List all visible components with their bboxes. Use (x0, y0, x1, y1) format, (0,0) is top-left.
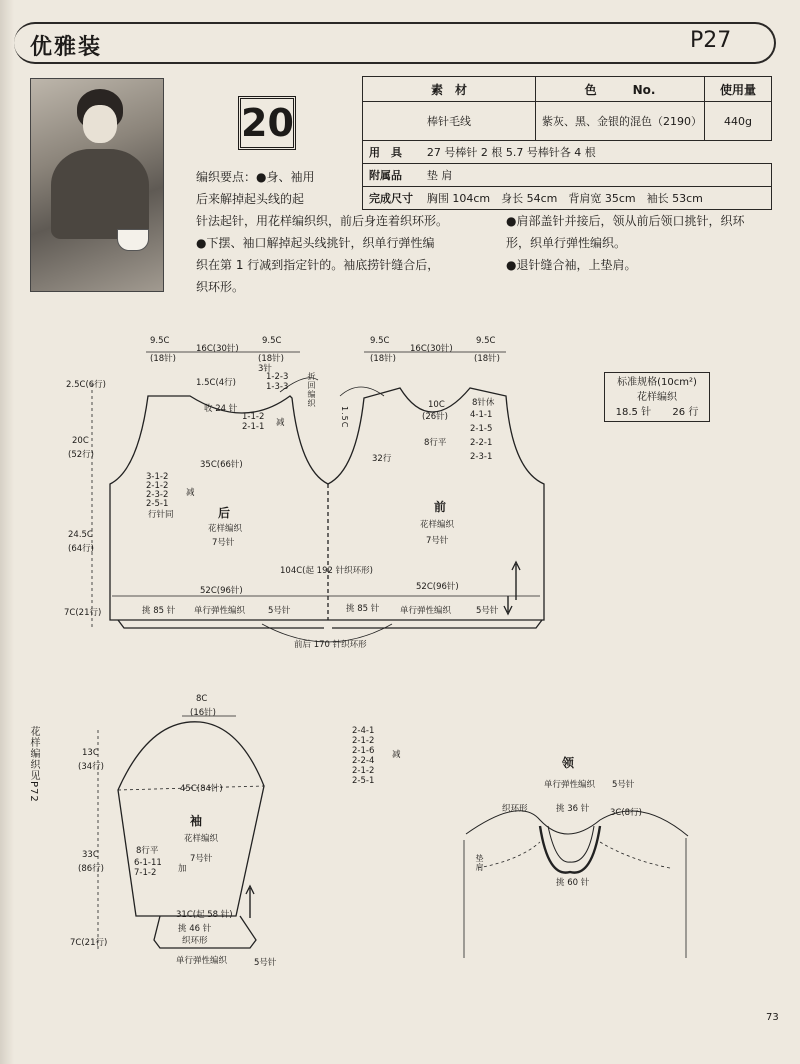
back-side-dim: 2.5C(6行) (66, 380, 106, 390)
back-top-dim: 9.5C (150, 336, 170, 346)
back-neck-note: 2-1-1 (242, 422, 265, 432)
width-35: 35C(66针) (200, 460, 243, 470)
cap-dec: 减 (392, 750, 401, 760)
sleeve-inc: 8行平 (136, 846, 159, 856)
back-neck-note: 1.5C(4行) (196, 378, 236, 388)
half-back-width: 52C(96针) (200, 586, 243, 596)
note-line: ●肩部盖针并接后，领从前后领口挑针，织环 (506, 214, 745, 228)
front-neck-note: (26针) (422, 412, 448, 422)
note-line: ●退针缝合袖，上垫肩。 (506, 258, 637, 272)
armhole-dec: 减 (186, 488, 195, 498)
spec-header-color: 色 No. (536, 77, 705, 102)
spec-row-value: 27 号棒针 2 根 5.7 号棒针各 4 根 (426, 146, 596, 159)
spec-material: 棒针毛线 (363, 102, 536, 141)
rib-front: 单行弹性编织 (400, 606, 452, 616)
front-neck-note: 2-3-1 (470, 452, 493, 462)
armhole-dec: 2-5-1 (146, 499, 169, 509)
back-top-dim: (18针) (150, 354, 176, 364)
sleeve-width: 45C(84针) (180, 784, 223, 794)
front-top-dim: 16C(30针) (410, 344, 453, 354)
spec-usage: 440g (705, 102, 772, 141)
total-width: 104C(起 192 针织环形) (280, 566, 373, 576)
back-neck-note: 减 (276, 418, 285, 428)
sleeve-cap-height: 13C (82, 748, 99, 758)
sleeve-cap-height: (34行) (78, 762, 104, 772)
cuff-width: 31C(起 58 针) (176, 910, 233, 920)
front-neck-note: 2-1-5 (470, 424, 493, 434)
cuff-height: 7C(21行) (70, 938, 108, 948)
collar-round: 织环形 (502, 804, 528, 814)
back-piece-outline (110, 388, 544, 620)
front-top-dim: 9.5C (476, 336, 496, 346)
sleeve-needle: 7号针 (190, 854, 213, 864)
spec-header-usage: 使用量 (705, 77, 772, 102)
back-neck-note: 收 24 针 (204, 404, 238, 414)
sleeve-length: (86行) (78, 864, 104, 874)
spec-row-label: 附属品 (369, 169, 402, 182)
page-code: P27 (690, 28, 732, 53)
back-side-dim: 20C (72, 436, 89, 446)
back-neck-note: 3针 (258, 364, 272, 374)
back-top-dim: 9.5C (262, 336, 282, 346)
back-needle: 7号针 (212, 538, 235, 548)
front-neck-note: 32行 (372, 454, 392, 464)
gauge-rows: 26 行 (672, 407, 699, 418)
bottom-note: 前后 170 针织环形 (294, 640, 367, 650)
cap-dec: 2-1-6 (352, 746, 375, 756)
back-side-dim: (64行) (68, 544, 94, 554)
spec-header-material: 素 材 (363, 77, 536, 102)
back-pattern: 花样编织 (208, 524, 243, 534)
collar-outline (466, 811, 688, 836)
collar-pick-front: 挑 60 针 (556, 878, 590, 888)
sleeve-top: 8C (196, 694, 208, 704)
back-top-dim: (18针) (258, 354, 284, 364)
sleeve-pattern: 花样编织 (184, 834, 219, 844)
back-side-dim: 24.5C (68, 530, 93, 540)
needle-back: 5号针 (268, 606, 291, 616)
armhole-dec: 3-1-2 (146, 472, 169, 482)
cap-dec: 2-2-4 (352, 756, 375, 766)
note-line: ●下摆、袖口解掉起头线挑针，织单行弹性编 (196, 236, 435, 250)
spec-row-value: 胸围 104cm 身长 54cm 背肩宽 35cm 袖长 53cm (426, 192, 703, 205)
front-top-dim: (18针) (370, 354, 396, 364)
cap-dec: 2-1-2 (352, 736, 375, 746)
sleeve-inc: 加 (178, 864, 187, 874)
collar-rib: 单行弹性编织 (544, 780, 596, 790)
sleeve-label: 袖 (190, 814, 203, 828)
front-neck-note: 8针休 (472, 398, 495, 408)
collar-pad: 垫肩 (475, 854, 484, 872)
back-neck-note: 1-3-3 (266, 382, 289, 392)
front-needle: 7号针 (426, 536, 449, 546)
armhole-dec: 2-1-2 (146, 481, 169, 491)
armhole-dec: 2-3-2 (146, 490, 169, 500)
collar-needle: 5号针 (612, 780, 635, 790)
cuff-pick: 挑 46 针 (178, 924, 212, 934)
back-side-dim: 7C(21行) (64, 608, 102, 618)
cuff-needle: 5号针 (254, 958, 277, 968)
back-neck-note: 1-1-2 (242, 412, 265, 422)
page-number: 73 (766, 1012, 779, 1023)
pattern-number: 20 (238, 96, 296, 150)
cap-dec: 2-4-1 (352, 726, 375, 736)
back-top-dim: 16C(30针) (196, 344, 239, 354)
hem-band (118, 620, 542, 628)
spec-row-label: 用 具 (369, 146, 402, 159)
back-label: 后 (218, 506, 231, 520)
sleeve-inc: 6-1-11 (134, 858, 162, 868)
half-front-width: 52C(96针) (416, 582, 459, 592)
spec-color: 紫灰、黑、金银的混色（2190） (536, 102, 705, 141)
cuff-rib: 单行弹性编织 (176, 956, 228, 966)
collar-height: 3C(8行) (610, 808, 642, 818)
front-top-dim: (18针) (474, 354, 500, 364)
gauge-title: 标准规格(10cm²) (617, 377, 697, 388)
front-neck-note: 2-2-1 (470, 438, 493, 448)
note-line: 编织要点：●身、袖用 (196, 170, 315, 184)
front-pattern: 花样编织 (420, 520, 455, 530)
cuff-round: 织环形 (182, 936, 208, 946)
front-label: 前 (434, 500, 447, 514)
collar-title: 领 (562, 756, 575, 770)
pick-back: 挑 85 针 (142, 606, 176, 616)
spec-row-label: 完成尺寸 (369, 192, 413, 205)
cap-dec: 2-5-1 (352, 776, 375, 786)
side-tab-text: 花样编织见P72 (28, 726, 39, 803)
sleeve-top: (16针) (190, 708, 216, 718)
sleeve-length: 33C (82, 850, 99, 860)
shoulder-label: 折回编织 (307, 372, 316, 408)
note-line: 织环形。 (196, 280, 245, 294)
front-neck-note: 8行平 (424, 438, 447, 448)
front-neck-note: 4-1-1 (470, 410, 493, 420)
sleeve-inc: 7-1-2 (134, 868, 157, 878)
front-mid-label: 1.5C (340, 406, 349, 429)
back-side-dim: (52行) (68, 450, 94, 460)
cap-dec: 2-1-2 (352, 766, 375, 776)
front-top-dim: 9.5C (370, 336, 390, 346)
front-neck-note: 10C (428, 400, 445, 410)
back-neck-note: 1-2-3 (266, 372, 289, 382)
collar-pick-back: 挑 36 针 (556, 804, 590, 814)
pick-front: 挑 85 针 (346, 604, 380, 614)
gauge-stitches: 18.5 针 (615, 407, 652, 418)
gauge-stitch: 花样编织 (637, 392, 677, 403)
note-line: 形，织单行弹性编织。 (506, 236, 627, 250)
needle-front: 5号针 (476, 606, 499, 616)
note-line: 针法起针，用花样编织织，前后身连着织环形。 (196, 214, 449, 228)
note-line: 织在第 1 行减到指定针的。袖底捞针缝合后， (196, 258, 440, 272)
rib-back: 单行弹性编织 (194, 606, 246, 616)
note-line: 后来解掉起头线的起 (196, 192, 305, 206)
armhole-dec: 行针同 (148, 510, 174, 520)
page-title: 优雅装 (30, 35, 103, 60)
spec-row-value: 垫 肩 (426, 169, 453, 182)
